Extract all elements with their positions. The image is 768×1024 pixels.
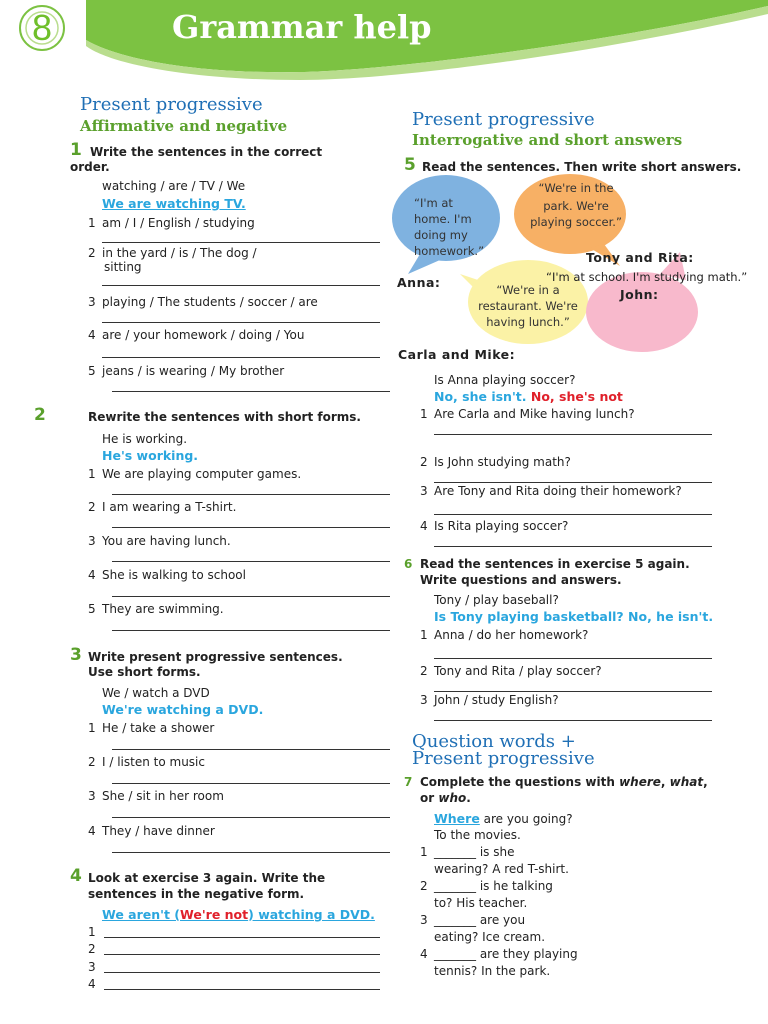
left-subheading: Affirmative and negative <box>80 117 288 135</box>
answer-line[interactable] <box>434 691 712 692</box>
exercise-7-item-cont: wearing? A red T-shirt. <box>434 862 569 876</box>
bubble-anna-text: “I'm at home. I'm doing my homework.” <box>414 196 485 258</box>
answer-line[interactable] <box>104 989 380 990</box>
exercise-7-instruction: Complete the questions with where, what, <box>420 775 708 789</box>
exercise-1-instruction-cont: order. <box>70 160 110 174</box>
right-heading: Present progressive <box>412 109 595 130</box>
item-number: 2 <box>420 879 428 893</box>
exercise-5-answer: No, she isn't. No, she's not <box>434 389 623 404</box>
exercise-3-answer: We're watching a DVD. <box>102 702 264 717</box>
exercise-2-example: He is working. <box>102 432 188 446</box>
item-number: 2 <box>88 942 96 956</box>
exercise-5-instruction: Read the sentences. Then write short answers. <box>422 160 742 174</box>
exercise-4-instruction-cont: sentences in the negative form. <box>88 887 305 901</box>
exercise-1-item: are / your homework / doing / You <box>102 328 305 342</box>
item-number: 3 <box>88 789 96 803</box>
item-number: 1 <box>88 216 96 230</box>
answer-line[interactable] <box>102 322 380 323</box>
exercise-1-example: watching / are / TV / We <box>102 179 246 193</box>
answer-line[interactable] <box>104 937 380 938</box>
answer-line[interactable] <box>102 242 380 243</box>
item-number: 3 <box>420 913 428 927</box>
exercise-2-item: They are swimming. <box>102 602 224 616</box>
answer-line[interactable] <box>112 783 390 784</box>
item-number: 1 <box>420 407 428 421</box>
exercise-1-item: in the yard / is / The dog / <box>102 246 257 260</box>
exercise-5-number: 5 <box>404 155 416 175</box>
answer-line[interactable] <box>112 596 390 597</box>
answer-line[interactable] <box>434 482 712 483</box>
exercise-6-example: Tony / play baseball? <box>434 593 559 607</box>
item-number: 4 <box>88 568 96 582</box>
exercise-6-item: Anna / do her homework? <box>434 628 589 642</box>
exercise-2-item: You are having lunch. <box>102 534 231 548</box>
exercise-1-number: 1 <box>70 140 82 160</box>
exercise-4-number: 4 <box>70 866 82 886</box>
left-heading: Present progressive <box>80 94 263 115</box>
speaker-carla-mike: Carla and Mike: <box>398 347 516 362</box>
exercise-3-item: They / have dinner <box>102 824 215 838</box>
exercise-6-instruction: Read the sentences in exercise 5 again. <box>420 557 690 571</box>
right-subheading: Interrogative and short answers <box>412 131 683 149</box>
exercise-3-item: I / listen to music <box>102 755 205 769</box>
item-number: 1 <box>88 925 96 939</box>
item-number: 4 <box>420 519 428 533</box>
answer-line[interactable] <box>112 391 390 392</box>
exercise-7-item-cont: to? His teacher. <box>434 896 528 910</box>
answer-line[interactable] <box>102 285 380 286</box>
unit-number: 8 <box>31 7 53 48</box>
exercise-1-instruction: Write the sentences in the correct <box>90 145 323 159</box>
answer-line[interactable] <box>112 852 390 853</box>
item-number: 5 <box>88 364 96 378</box>
item-number: 2 <box>88 500 96 514</box>
exercise-5-item: Are Tony and Rita doing their homework? <box>434 484 682 498</box>
exercise-5-example: Is Anna playing soccer? <box>434 373 576 387</box>
answer-line[interactable] <box>112 630 390 631</box>
item-number: 4 <box>420 947 428 961</box>
exercise-7-item: _______ are they playing <box>434 947 578 961</box>
exercise-3-instruction-cont: Use short forms. <box>88 665 201 679</box>
exercise-1-answer: We are watching TV. <box>102 196 246 211</box>
exercise-1-item: am / I / English / studying <box>102 216 255 230</box>
exercise-6-item: Tony and Rita / play soccer? <box>434 664 602 678</box>
answer-line[interactable] <box>104 954 380 955</box>
item-number: 1 <box>88 467 96 481</box>
exercise-3-example: We / watch a DVD <box>102 686 210 700</box>
exercise-4-instruction: Look at exercise 3 again. Write the <box>88 871 326 885</box>
answer-line[interactable] <box>434 434 712 435</box>
exercise-2-item: I am wearing a T-shirt. <box>102 500 237 514</box>
bubble-carla-mike-text: “We're in a restaurant. We're having lunch.” <box>478 283 578 329</box>
exercise-7-item: _______ is he talking <box>434 879 553 893</box>
item-number: 3 <box>88 295 96 309</box>
bubble-tony-rita-text: “We're in the park. We're playing soccer.” <box>530 181 622 229</box>
exercise-2-instruction: Rewrite the sentences with short forms. <box>88 410 361 424</box>
answer-line[interactable] <box>104 972 380 973</box>
exercise-7-item: _______ are you <box>434 913 526 927</box>
exercise-5-item: Is Rita playing soccer? <box>434 519 569 533</box>
bubble-john-text: “I'm at school. I'm studying math.” <box>546 270 748 284</box>
item-number: 4 <box>88 824 96 838</box>
exercise-6-answer: Is Tony playing basketball? No, he isn't. <box>434 609 714 624</box>
exercise-3-item: She / sit in her room <box>102 789 224 803</box>
item-number: 4 <box>88 977 96 991</box>
item-number: 1 <box>420 628 428 642</box>
exercise-7-example: Where are you going? <box>434 811 573 826</box>
answer-line[interactable] <box>434 720 712 721</box>
speaker-tony-rita: Tony and Rita: <box>586 250 694 265</box>
page-title: Grammar help <box>172 8 432 46</box>
exercise-1-item-cont: sitting <box>104 260 142 274</box>
item-number: 1 <box>420 845 428 859</box>
exercise-6-item: John / study English? <box>434 693 559 707</box>
answer-line[interactable] <box>112 817 390 818</box>
answer-line[interactable] <box>102 357 380 358</box>
item-number: 3 <box>88 534 96 548</box>
item-number: 2 <box>420 455 428 469</box>
exercise-3-item: He / take a shower <box>102 721 215 735</box>
item-number: 3 <box>420 693 428 707</box>
speaker-john: John: <box>620 287 659 302</box>
item-number: 2 <box>420 664 428 678</box>
exercise-5-item: Is John studying math? <box>434 455 571 469</box>
speaker-anna: Anna: <box>397 275 441 290</box>
exercise-2-item: She is walking to school <box>102 568 246 582</box>
exercise-7-instruction-cont: or who. <box>420 791 471 805</box>
exercise-7-item-cont: tennis? In the park. <box>434 964 551 978</box>
item-number: 2 <box>88 755 96 769</box>
exercise-5-item: Are Carla and Mike having lunch? <box>434 407 635 421</box>
exercise-6-instruction-cont: Write questions and answers. <box>420 573 622 587</box>
exercise-7-example-answer: To the movies. <box>434 828 521 842</box>
answer-line[interactable] <box>434 658 712 659</box>
exercise-7-item-cont: eating? Ice cream. <box>434 930 546 944</box>
question-words-heading: Question words + Present progressive <box>412 731 595 769</box>
exercise-2-number: 2 <box>34 405 46 425</box>
item-number: 1 <box>88 721 96 735</box>
answer-line[interactable] <box>434 546 712 547</box>
answer-line[interactable] <box>112 749 390 750</box>
answer-line[interactable] <box>434 514 712 515</box>
answer-line[interactable] <box>112 494 390 495</box>
answer-line[interactable] <box>112 561 390 562</box>
exercise-2-item: We are playing computer games. <box>102 467 302 481</box>
item-number: 3 <box>88 960 96 974</box>
exercise-4-answer: We aren't (We're not) watching a DVD. <box>102 907 375 922</box>
exercise-2-answer: He's working. <box>102 448 199 463</box>
exercise-1-item: playing / The students / soccer / are <box>102 295 318 309</box>
exercise-7-number: 7 <box>404 775 413 789</box>
exercise-7-item: _______ is she <box>434 845 515 859</box>
item-number: 4 <box>88 328 96 342</box>
exercise-3-number: 3 <box>70 645 82 665</box>
exercise-6-number: 6 <box>404 557 413 571</box>
exercise-1-item: jeans / is wearing / My brother <box>102 364 285 378</box>
item-number: 3 <box>420 484 428 498</box>
item-number: 2 <box>88 246 96 260</box>
answer-line[interactable] <box>112 527 390 528</box>
item-number: 5 <box>88 602 96 616</box>
exercise-3-instruction: Write present progressive sentences. <box>88 650 343 664</box>
